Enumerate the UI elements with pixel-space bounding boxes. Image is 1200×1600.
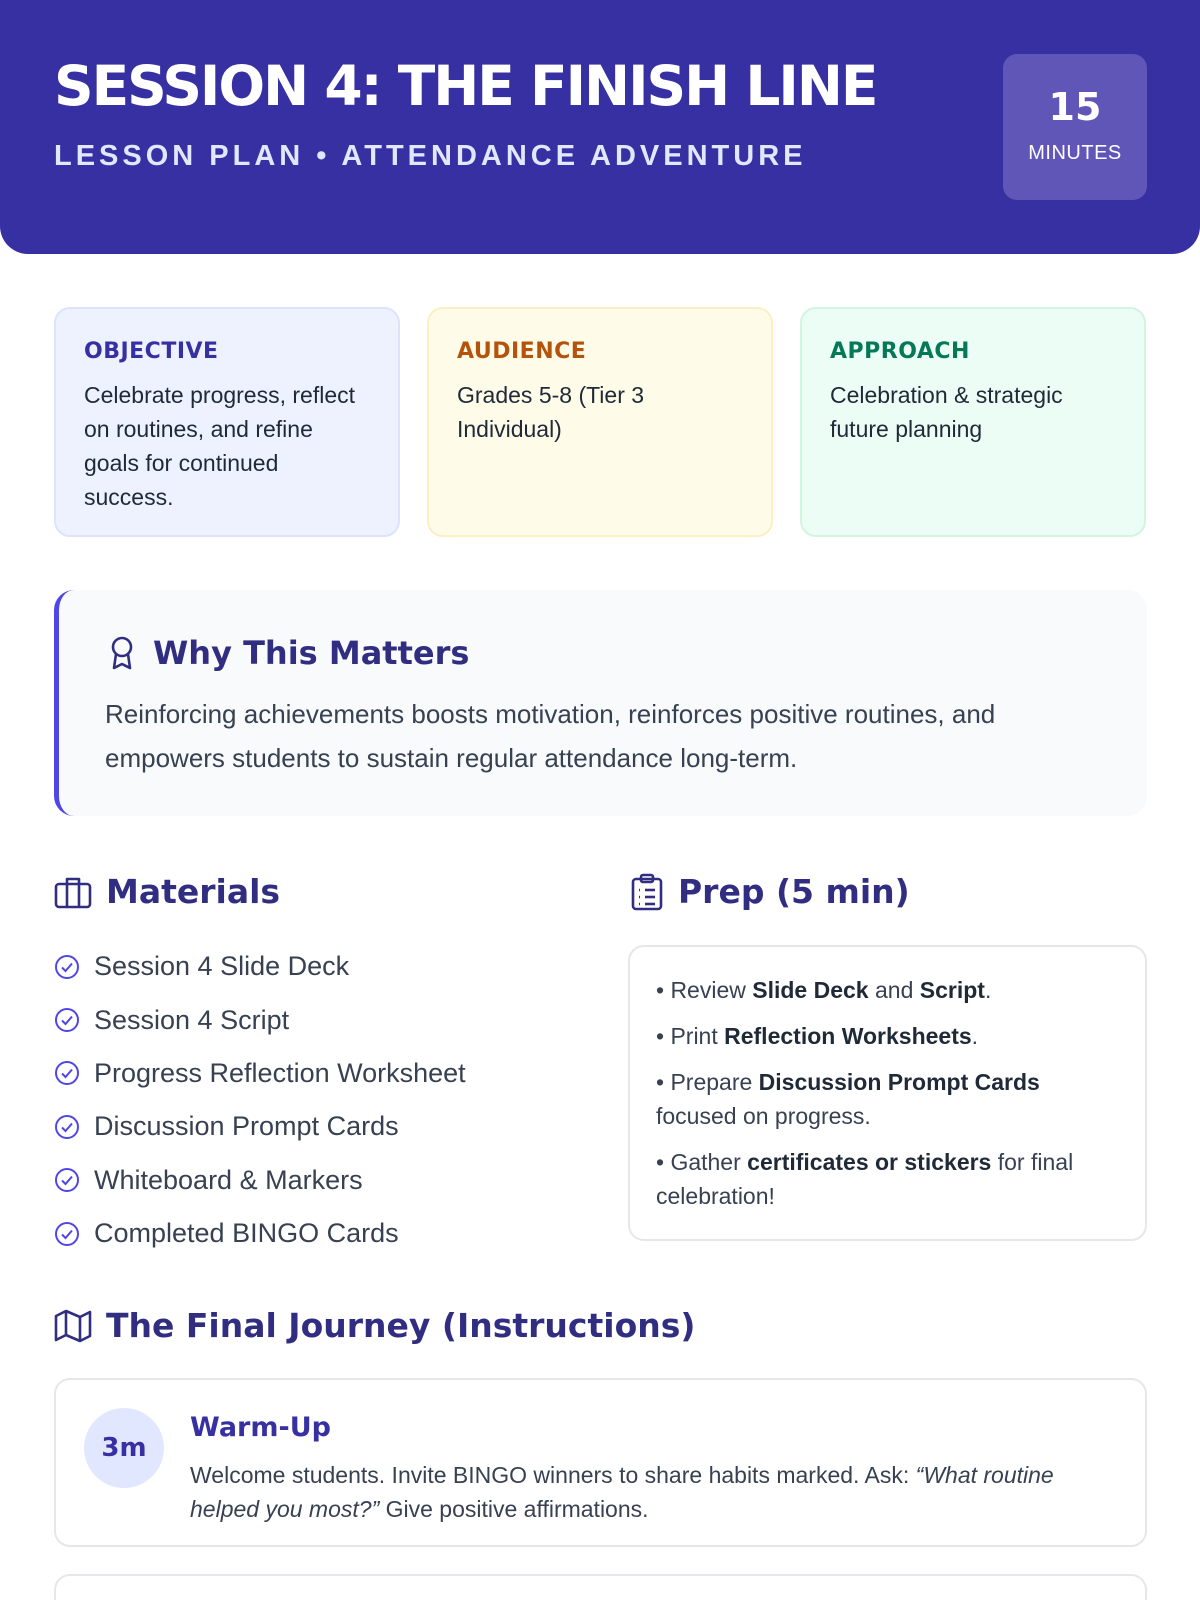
prep-item: • Prepare Discussion Prompt Cards focused on progress. xyxy=(656,1069,1040,1129)
prep-heading xyxy=(630,872,910,911)
list-item xyxy=(54,993,466,1046)
prep-title: Prep (5 min) xyxy=(678,872,910,911)
step-duration-badge: 3m xyxy=(84,1408,164,1488)
approach-card xyxy=(800,307,1146,537)
objective-text: Celebrate progress, reflect on routines, and refine goals for continued success. xyxy=(84,382,356,510)
list-item xyxy=(54,1154,466,1207)
map-icon xyxy=(54,1309,92,1343)
check-circle-icon xyxy=(54,1007,80,1033)
audience-text: Grades 5-8 (Tier 3 Individual) xyxy=(457,382,645,442)
objective-card xyxy=(54,307,400,537)
list-item xyxy=(54,1100,466,1153)
audience-card xyxy=(427,307,773,537)
prep-item: • Review Slide Deck and Script. xyxy=(656,977,992,1003)
materials-heading xyxy=(54,872,280,911)
duration-number: 15 xyxy=(1048,85,1102,129)
material-label: Session 4 Slide Deck xyxy=(94,951,350,982)
briefcase-icon xyxy=(54,875,92,909)
why-this-matters-callout xyxy=(54,590,1147,816)
award-ribbon-icon xyxy=(107,635,137,671)
approach-text: Celebration & strategic future planning xyxy=(830,382,1063,442)
duration-badge xyxy=(1003,54,1147,200)
prep-item: • Print Reflection Worksheets. xyxy=(656,1023,979,1049)
check-circle-icon xyxy=(54,1114,80,1140)
check-circle-icon xyxy=(54,954,80,980)
material-label: Completed BINGO Cards xyxy=(94,1218,399,1249)
check-circle-icon xyxy=(54,1060,80,1086)
journey-title: The Final Journey (Instructions) xyxy=(106,1306,696,1345)
list-item xyxy=(54,1207,466,1260)
step-description: Welcome students. Invite BINGO winners to share habits marked. Ask: “What routine helped you most?” Give positive affirmations. xyxy=(190,1462,1054,1522)
page-subtitle: LESSON PLAN • ATTENDANCE ADVENTURE xyxy=(54,140,807,172)
step-card-next xyxy=(54,1574,1147,1600)
prep-item: • Gather certificates or stickers for final celebration! xyxy=(656,1149,1074,1209)
check-circle-icon xyxy=(54,1167,80,1193)
journey-heading xyxy=(54,1306,695,1345)
why-text: Reinforcing achievements boosts motivation, reinforces positive routines, and empowers students to sustain regular attendance long-term. xyxy=(105,699,996,773)
why-title: Why This Matters xyxy=(153,634,470,672)
material-label: Whiteboard & Markers xyxy=(94,1164,363,1195)
materials-title: Materials xyxy=(106,872,281,911)
step-title: Warm-Up xyxy=(190,1412,331,1443)
page-title: SESSION 4: THE FINISH LINE xyxy=(54,54,877,118)
list-item xyxy=(54,1047,466,1100)
why-heading xyxy=(107,634,469,672)
material-label: Session 4 Script xyxy=(94,1004,290,1035)
objective-label: OBJECTIVE xyxy=(84,339,219,364)
list-item xyxy=(54,940,466,993)
step-card-warm-up xyxy=(54,1378,1147,1547)
clipboard-list-icon xyxy=(630,873,664,911)
audience-label: AUDIENCE xyxy=(457,339,587,364)
duration-unit: MINUTES xyxy=(1028,142,1122,164)
step-quote: “What routine helped you most?” xyxy=(190,1462,1054,1522)
materials-list xyxy=(54,940,466,1260)
header-banner xyxy=(0,0,1200,254)
check-circle-icon xyxy=(54,1221,80,1247)
material-label: Discussion Prompt Cards xyxy=(94,1111,399,1142)
material-label: Progress Reflection Worksheet xyxy=(94,1057,466,1088)
approach-label: APPROACH xyxy=(830,339,970,364)
prep-checklist xyxy=(628,945,1147,1241)
